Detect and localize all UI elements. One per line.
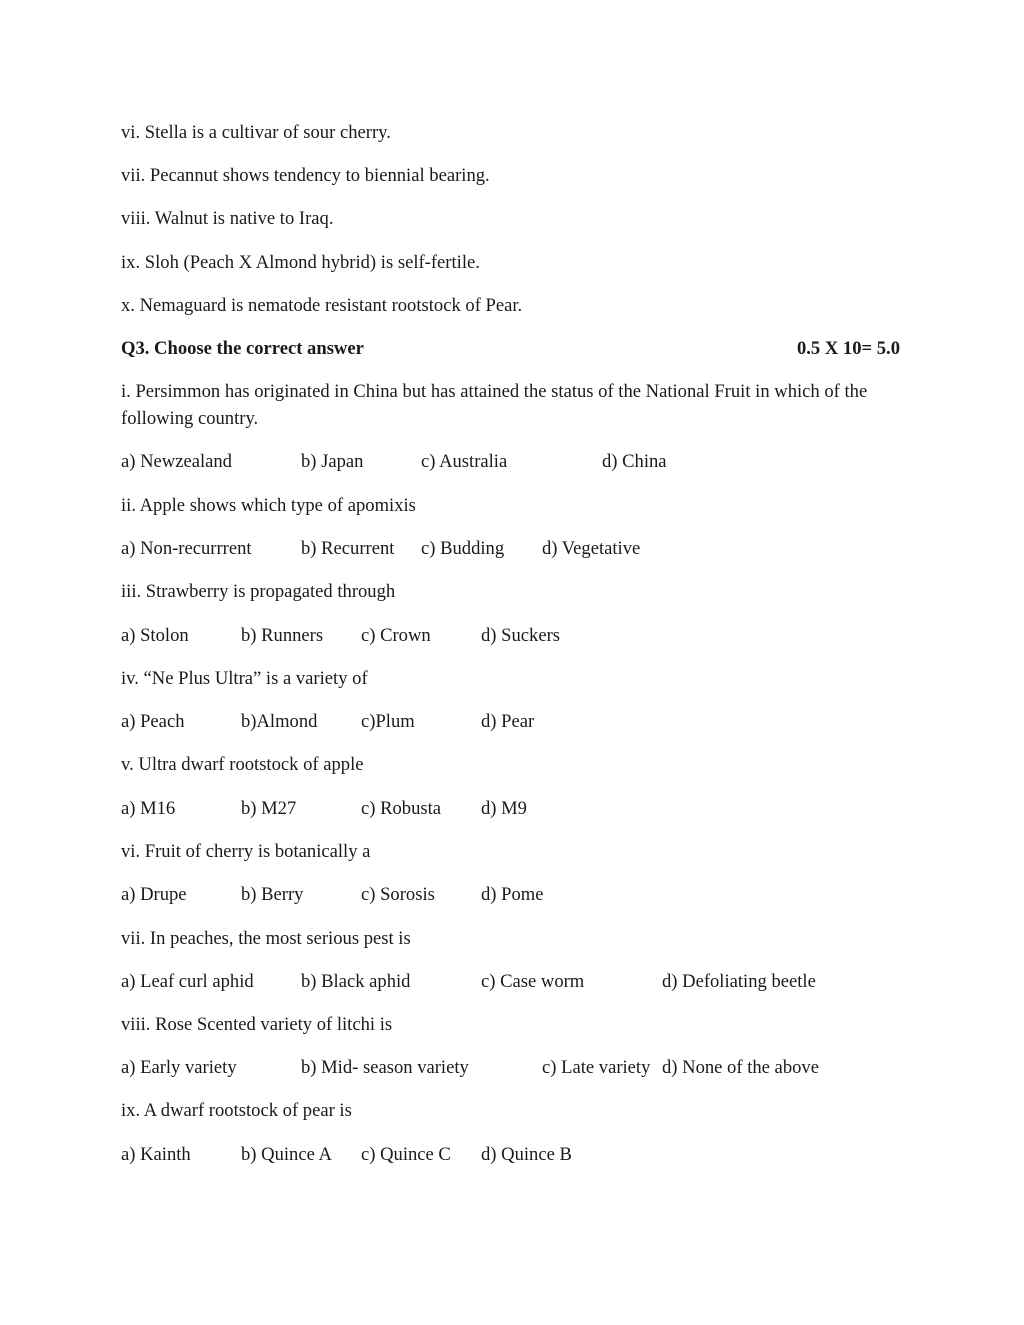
option-b: b) Runners [241, 625, 324, 646]
options-row [121, 535, 921, 562]
option-c: c) Case worm [481, 971, 585, 992]
option-a: a) Early variety [121, 1057, 237, 1078]
option-b: b)Almond [241, 711, 318, 732]
option-a: a) Non-recurrrent [121, 538, 252, 559]
option-c: c) Sorosis [361, 884, 435, 905]
option-b: b) Japan [301, 451, 364, 472]
option-a: a) M16 [121, 798, 176, 819]
option-a: a) Drupe [121, 884, 187, 905]
option-d: d) Defoliating beetle [662, 971, 816, 992]
statement-vi: vi. Stella is a cultivar of sour cherry. [121, 122, 391, 143]
options-row [121, 881, 921, 908]
statement-ix: ix. Sloh (Peach X Almond hybrid) is self-fertile. [121, 252, 480, 273]
options-row [121, 1141, 921, 1168]
option-c: c) Crown [361, 625, 431, 646]
option-b: b) Berry [241, 884, 304, 905]
option-a: a) Kainth [121, 1144, 191, 1165]
option-d: d) Pome [481, 884, 544, 905]
option-d: d) China [602, 451, 667, 472]
option-d: d) M9 [481, 798, 527, 819]
statement-viii: viii. Walnut is native to Iraq. [121, 208, 334, 229]
option-a: a) Newzealand [121, 451, 232, 472]
option-b: b) Black aphid [301, 971, 411, 992]
option-b: b) M27 [241, 798, 297, 819]
question-text: iii. Strawberry is propagated through [121, 581, 396, 602]
option-d: d) None of the above [662, 1057, 819, 1078]
option-c: c)Plum [361, 711, 415, 732]
option-a: a) Leaf curl aphid [121, 971, 254, 992]
options-row [121, 708, 921, 735]
statement-vii: vii. Pecannut shows tendency to biennial bearing. [121, 165, 490, 186]
question-text: viii. Rose Scented variety of litchi is [121, 1014, 393, 1035]
question-text: i. Persimmon has originated in China but has attained the status of the National Fruit in which of the following country. [121, 381, 868, 429]
question-text: iv. “Ne Plus Ultra” is a variety of [121, 668, 368, 689]
options-row [121, 1054, 921, 1081]
option-c: c) Robusta [361, 798, 442, 819]
options-row [121, 795, 921, 822]
option-a: a) Peach [121, 711, 185, 732]
section-marks: 0.5 X 10= 5.0 [796, 338, 900, 359]
question-text: vii. In peaches, the most serious pest is [121, 928, 411, 949]
question-text: ii. Apple shows which type of apomixis [121, 495, 416, 516]
option-b: b) Recurrent [301, 538, 395, 559]
option-b: b) Quince A [241, 1144, 332, 1165]
option-c: c) Quince C [361, 1144, 451, 1165]
option-d: d) Pear [481, 711, 535, 732]
option-d: d) Quince B [481, 1144, 572, 1165]
question-text: ix. A dwarf rootstock of pear is [121, 1100, 352, 1121]
option-d: d) Suckers [481, 625, 561, 646]
option-c: c) Budding [421, 538, 505, 559]
statement-x: x. Nemaguard is nematode resistant rootstock of Pear. [121, 295, 523, 316]
options-row [121, 622, 921, 649]
question-text: vi. Fruit of cherry is botanically a [121, 841, 371, 862]
option-c: c) Australia [421, 451, 508, 472]
option-c: c) Late variety [542, 1057, 651, 1078]
options-row [121, 448, 921, 475]
option-b: b) Mid- season variety [301, 1057, 469, 1078]
option-a: a) Stolon [121, 625, 189, 646]
option-d: d) Vegetative [542, 538, 641, 559]
question-text: v. Ultra dwarf rootstock of apple [121, 754, 364, 775]
options-row [121, 968, 921, 995]
section-title: Q3. Choose the correct answer [121, 338, 364, 359]
